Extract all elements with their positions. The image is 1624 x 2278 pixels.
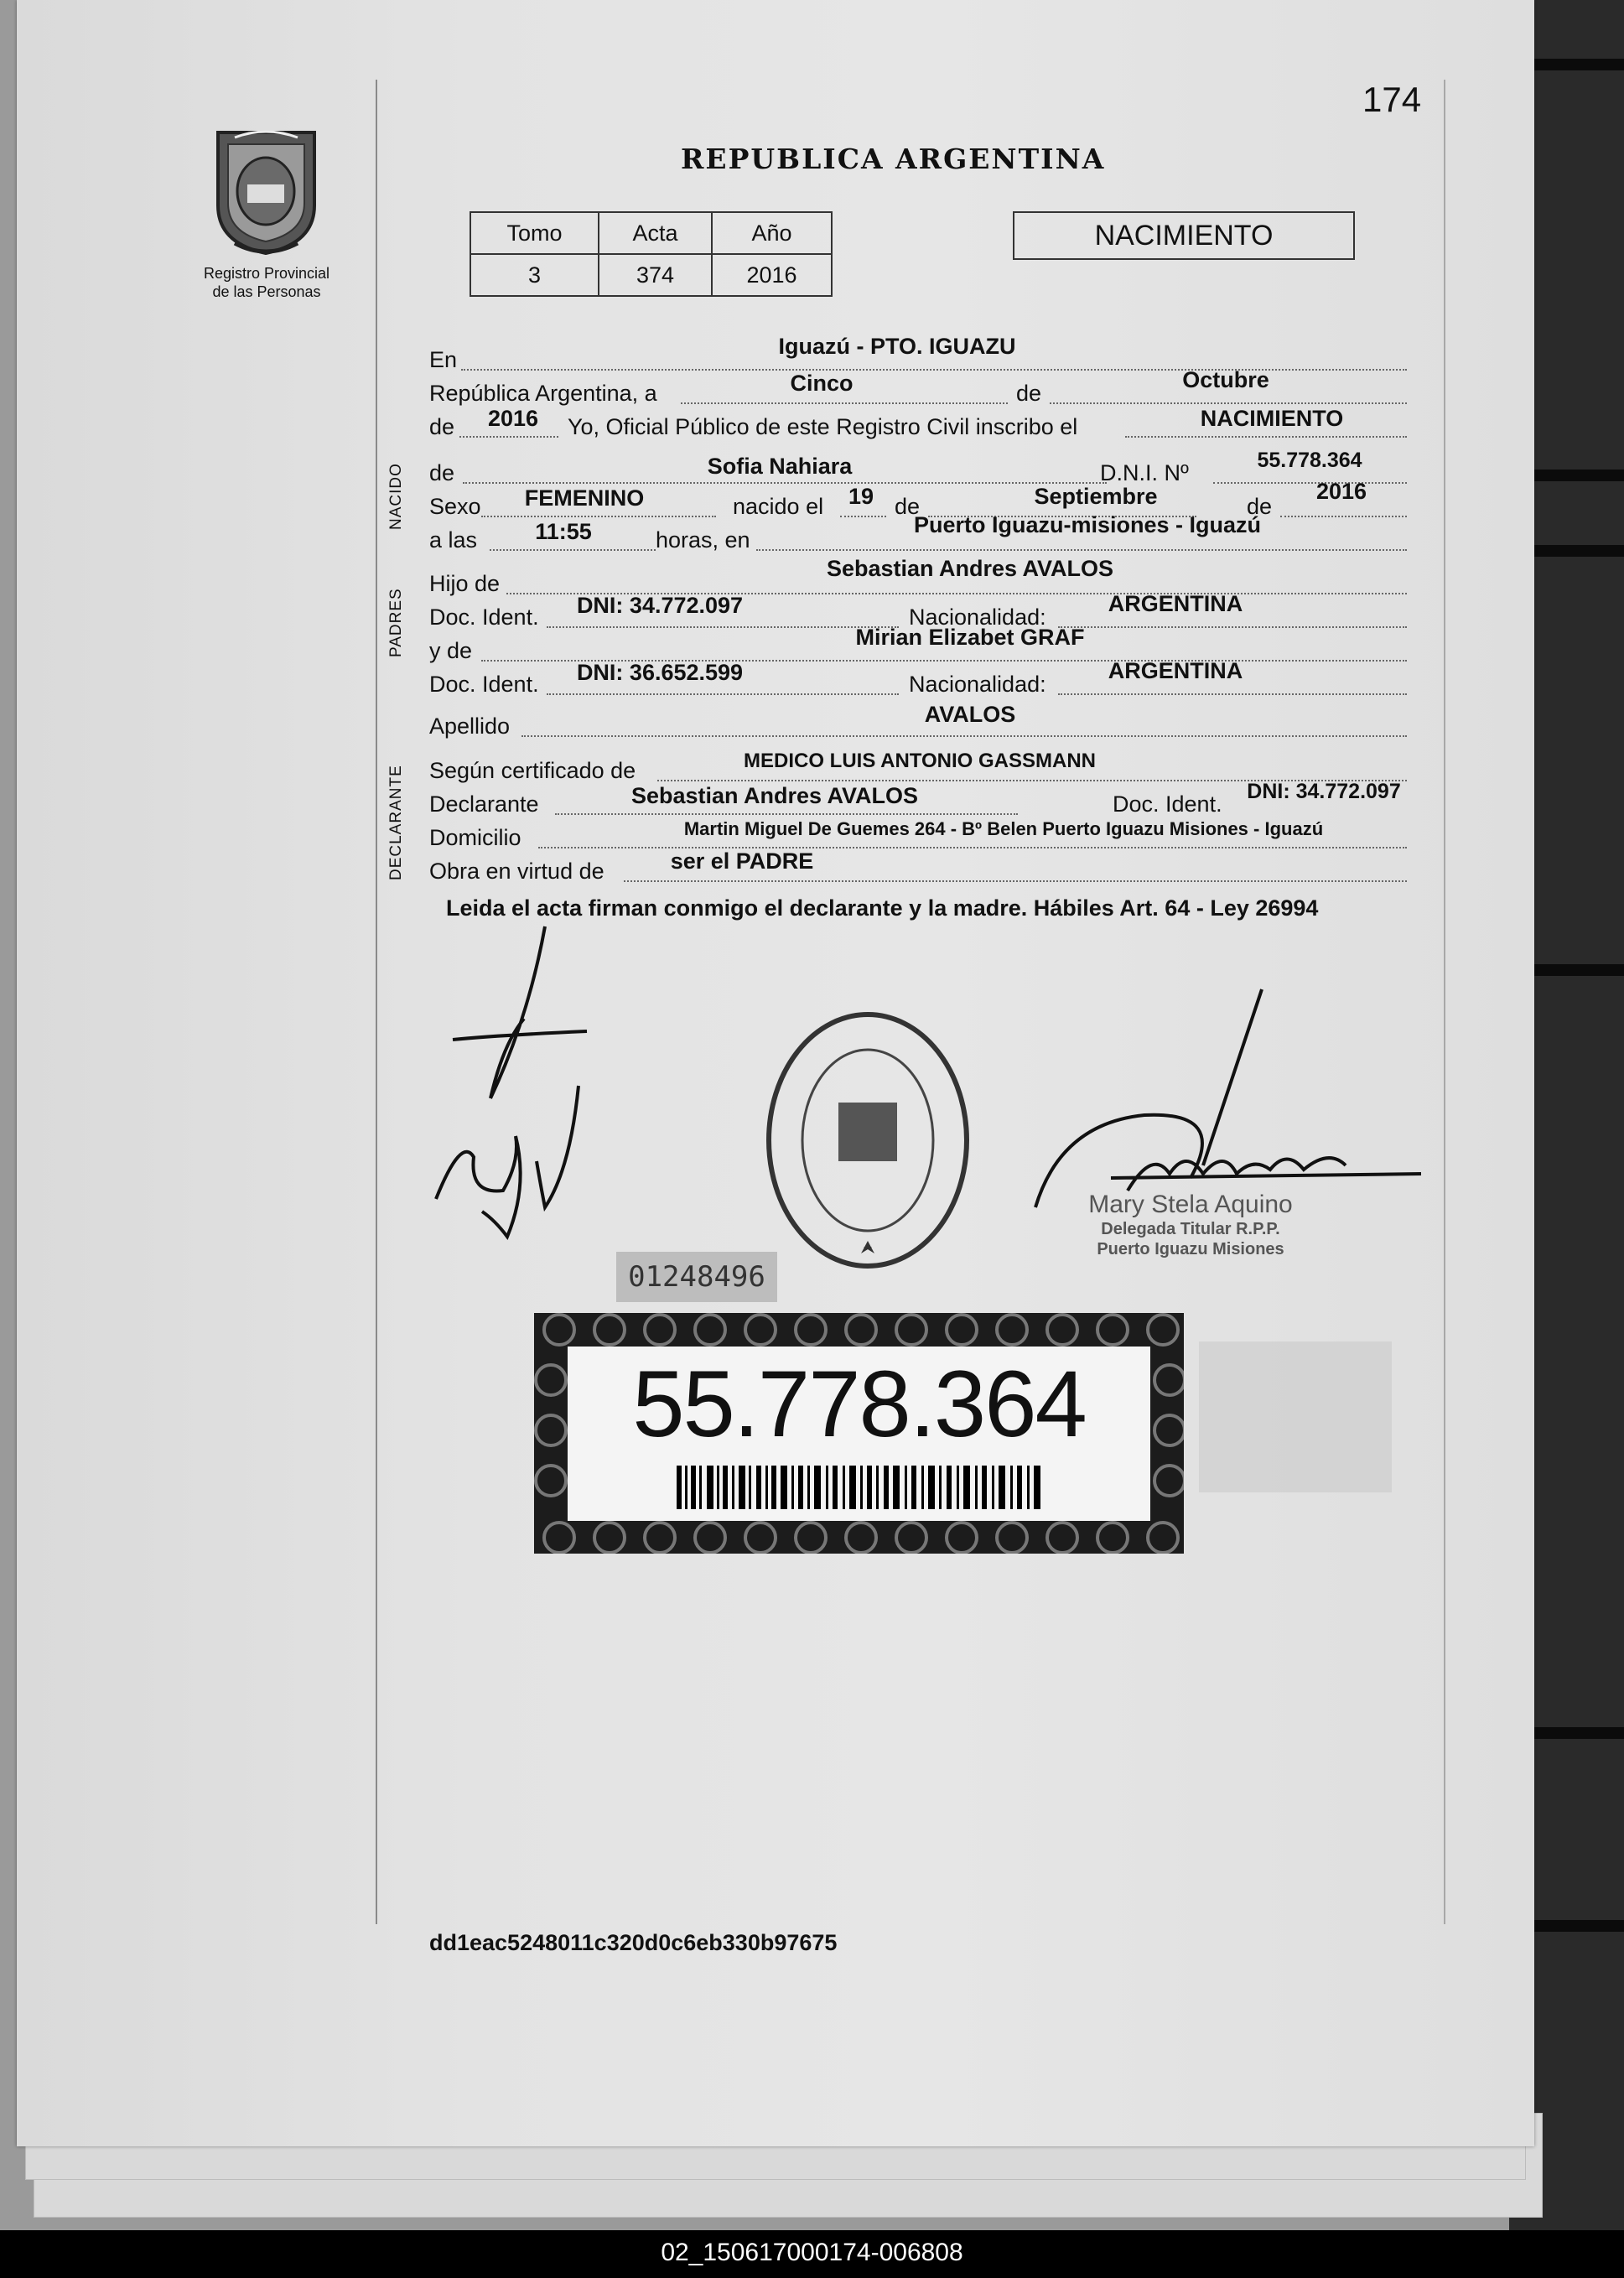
barcode-icon	[677, 1466, 1045, 1509]
value-madre-doc: DNI: 36.652.599	[576, 660, 744, 685]
value-obra: ser el PADRE	[670, 848, 814, 874]
value-mes-texto: Octubre	[1182, 367, 1269, 392]
value-apellido: AVALOS	[924, 702, 1016, 727]
label-en: En	[429, 347, 458, 372]
serial-number: 01248496	[616, 1252, 777, 1302]
value-padre: Sebastian Andres AVALOS	[826, 556, 1114, 581]
dotted-line	[538, 847, 1407, 848]
label-de: de	[1016, 381, 1042, 406]
cable-shadow	[1526, 964, 1624, 976]
value-madre: Mirian Elizabet GRAF	[855, 625, 1085, 650]
dotted-line	[547, 626, 899, 628]
label-domicilio: Domicilio	[429, 825, 521, 850]
label-hijo-de: Hijo de	[429, 571, 501, 596]
label-horas-en: horas, en	[656, 527, 750, 553]
value-anio: 2016	[487, 406, 539, 431]
bleed-through-stamp	[1199, 1341, 1392, 1492]
value-anio: 2016	[712, 254, 832, 296]
province-seal-icon	[210, 126, 323, 256]
dotted-line	[463, 482, 1107, 484]
dotted-line	[1058, 693, 1407, 695]
header-anio: Año	[712, 212, 832, 254]
dotted-line	[459, 436, 558, 438]
value-hora: 11:55	[535, 519, 592, 544]
value-declarante: Sebastian Andres AVALOS	[630, 783, 919, 808]
official-role: Delegada Titular R.P.P.	[1101, 1220, 1280, 1238]
id-stamp	[534, 1313, 1184, 1554]
value-padre-doc: DNI: 34.772.097	[576, 593, 744, 618]
value-padre-nac: ARGENTINA	[1108, 591, 1243, 616]
label-de-day: de	[895, 494, 921, 519]
margin-line	[1444, 80, 1445, 1924]
header-tomo: Tomo	[470, 212, 599, 254]
side-label-padres: PADRES	[387, 588, 405, 657]
document-hash: dd1eac5248011c320d0c6eb330b97675	[429, 1930, 838, 1955]
value-domicilio: Martin Miguel De Guemes 264 - Bº Belen Puerto Iguazu Misiones - Iguazú	[683, 818, 1324, 839]
cable-shadow	[1526, 545, 1624, 557]
dotted-line	[1280, 516, 1407, 517]
registry-table	[470, 211, 833, 297]
dotted-line	[840, 516, 886, 517]
stamp-label	[568, 1347, 1150, 1521]
label-dni: D.N.I. Nº	[1100, 460, 1189, 485]
side-label-declarante: DECLARANTE	[387, 765, 405, 880]
value-declarante-doc: DNI: 34.772.097	[1247, 780, 1401, 803]
label-segun: Según certificado de	[429, 758, 636, 783]
cable-shadow	[1526, 1727, 1624, 1739]
side-label-nacido: NACIDO	[387, 463, 405, 530]
label-de-month: de	[1247, 494, 1273, 519]
value-tomo: 3	[470, 254, 599, 296]
label-doc-ident: Doc. Ident.	[429, 605, 539, 630]
declarant-signature	[411, 918, 612, 1253]
value-dia-texto: Cinco	[790, 371, 854, 396]
official-name: Mary Stela Aquino	[1088, 1191, 1293, 1218]
document-type-box: NACIMIENTO	[1013, 211, 1355, 260]
dotted-line	[1050, 402, 1407, 404]
dotted-line	[547, 693, 899, 695]
stamp-id-number: 55.778.364	[632, 1352, 1086, 1456]
official-signature	[1027, 981, 1429, 1216]
official-seal-icon	[759, 1002, 977, 1287]
label-sexo: Sexo	[429, 494, 481, 519]
cable-shadow	[1526, 59, 1624, 70]
closing-statement: Leida el acta firman conmigo el declarante y la madre. Hábiles Art. 64 - Ley 26994	[446, 895, 1319, 921]
label-nacido-el: nacido el	[733, 494, 824, 519]
dotted-line	[681, 402, 1008, 404]
scan-id: 02_150617000174-006808	[661, 2239, 963, 2266]
registry-caption-line: de las Personas	[212, 283, 321, 300]
value-anio-nac: 2016	[1315, 479, 1367, 504]
label-apellido: Apellido	[429, 713, 511, 739]
label-doc-ident-2: Doc. Ident.	[429, 672, 539, 697]
label-de-year: de	[429, 414, 455, 439]
label-nacionalidad: Nacionalidad:	[909, 605, 1046, 630]
value-sexo: FEMENINO	[524, 485, 645, 511]
label-republica: República Argentina, a	[429, 381, 657, 406]
label-a-las: a las	[429, 527, 478, 553]
value-madre-nac: ARGENTINA	[1108, 658, 1243, 683]
cable-shadow	[1526, 470, 1624, 481]
dotted-line	[756, 549, 1407, 551]
registry-header-row	[470, 212, 832, 254]
margin-line	[376, 80, 377, 1924]
dotted-line	[555, 813, 1018, 815]
value-nombre: Sofia Nahiara	[707, 454, 853, 479]
dotted-line	[481, 516, 716, 517]
country-title: REPUBLICA ARGENTINA	[681, 143, 1106, 175]
label-de-name: de	[429, 460, 455, 485]
official-identification	[1040, 1191, 1341, 1259]
scan-id-bar	[0, 2230, 1624, 2278]
label-declarante: Declarante	[429, 791, 539, 817]
value-acta: 374	[599, 254, 712, 296]
label-y-de: y de	[429, 638, 473, 663]
cable-shadow	[1526, 1920, 1624, 1932]
value-acto: NACIMIENTO	[1200, 406, 1344, 431]
value-lugar: Iguazú - PTO. IGUAZU	[778, 334, 1016, 359]
registry-caption	[183, 264, 350, 301]
registry-value-row	[470, 254, 832, 296]
label-oficial: Yo, Oficial Público de este Registro Civil inscribo el	[568, 414, 1078, 439]
dotted-line	[490, 549, 656, 551]
value-lugar-nac: Puerto Iguazu-misiones - Iguazú	[913, 512, 1262, 537]
registry-caption-line: Registro Provincial	[203, 265, 330, 282]
dotted-line	[1125, 436, 1407, 438]
dotted-line	[1058, 626, 1407, 628]
value-mes: Septiembre	[1034, 484, 1158, 509]
label-obra: Obra en virtud de	[429, 859, 604, 884]
value-dni: 55.778.364	[1257, 449, 1362, 472]
label-nacionalidad-2: Nacionalidad:	[909, 672, 1046, 697]
header-acta: Acta	[599, 212, 712, 254]
label-doc-ident-3: Doc. Ident.	[1113, 791, 1222, 817]
dotted-line	[1213, 482, 1407, 484]
page-number: 174	[1362, 80, 1422, 119]
official-office: Puerto Iguazu Misiones	[1097, 1240, 1284, 1258]
value-dia: 19	[848, 484, 874, 509]
value-certificado: MEDICO LUIS ANTONIO GASSMANN	[743, 750, 1097, 772]
dotted-line	[624, 880, 1407, 882]
dotted-line	[521, 735, 1407, 737]
